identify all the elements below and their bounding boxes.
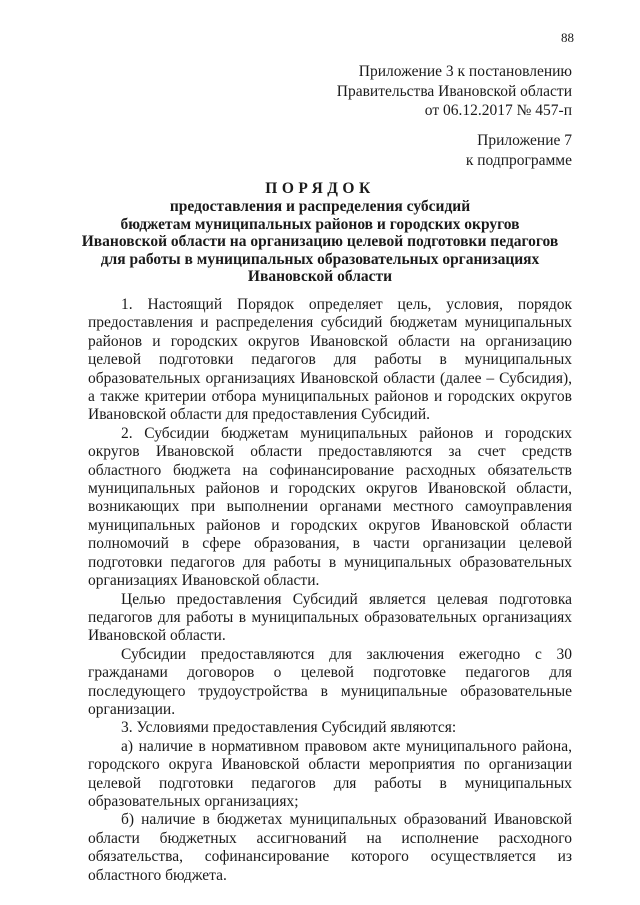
appendix-decree-line: Приложение 3 к постановлению — [358, 63, 572, 80]
appendix-decree-line: от 06.12.2017 № 457-п — [424, 102, 572, 119]
paragraph-condition-a: а) наличие в нормативном правовом акте муниципального района, городского округа Ивановской области мероприятия по организации целевой подготовки педагогов для работы в муниципальных образовательных организациях; — [88, 737, 572, 810]
subtitle-line: предоставления и распределения субсидий — [169, 198, 471, 215]
subtitle-line: Ивановской области на организацию целевой подготовки педагогов — [81, 233, 559, 250]
document-body — [88, 296, 572, 885]
appendix-decree-line: Правительства Ивановской области — [336, 82, 572, 100]
paragraph-clause-2: 2. Субсидии бюджетам муниципальных районов и городских округов Ивановской области предоставляются за счет средств областного бюджета на софинансирование расходных обязательств муниципальных районов и городских округов Ивановской области, возникающих при выполнении органами местного самоуправления муниципальных районов и городских округов Ивановской области полномочий в сфере образования, в части организации целевой подготовки педагогов для работы в муниципальных образовательных организациях Ивановской области. — [88, 424, 572, 590]
paragraph-condition-b: б) наличие в бюджетах муниципальных образований Ивановской области бюджетных ассигнований на исполнение расходного обязательства, софинансирование которого осуществляется из областного бюджета. — [88, 811, 572, 884]
subtitle-line: Ивановской области — [247, 268, 393, 285]
appendix-subprogram-reference — [466, 131, 572, 170]
appendix-decree-reference — [337, 62, 572, 121]
page-number: 88 — [561, 30, 574, 45]
appendix-subprogram-line: Приложение 7 — [477, 132, 572, 149]
paragraph-clause-3: 3. Условиями предоставления Субсидий являются: — [121, 719, 457, 737]
subtitle-line: для работы в муниципальных образовательных организациях — [100, 250, 540, 268]
paragraph-contracts: Субсидии предоставляются для заключения ежегодно с 30 гражданами договоров о целевой подготовке педагогов для последующего трудоустройства в муниципальные образовательные организации. — [88, 645, 572, 718]
subtitle-line: бюджетам муниципальных районов и городских округов — [120, 215, 520, 233]
document-title: ПОРЯДОК — [265, 180, 375, 197]
paragraph-purpose: Целью предоставления Субсидий является целевая подготовка педагогов для работы в муниципальных образовательных организациях Ивановской области. — [88, 590, 572, 645]
paragraph-clause-1: 1. Настоящий Порядок определяет цель, условия, порядок предоставления и распределения субсидий бюджетам муниципальных районов и городских округов Ивановской области на организацию целевой подготовки педагогов для работы в муниципальных образовательных организациях Ивановской области (далее – Субсидия), а также критерии отбора муниципальных районов и городских округов Ивановской области для предоставления Субсидий. — [88, 296, 572, 424]
appendix-subprogram-line: к подпрограмме — [465, 151, 572, 169]
document-subtitle — [0, 198, 640, 286]
